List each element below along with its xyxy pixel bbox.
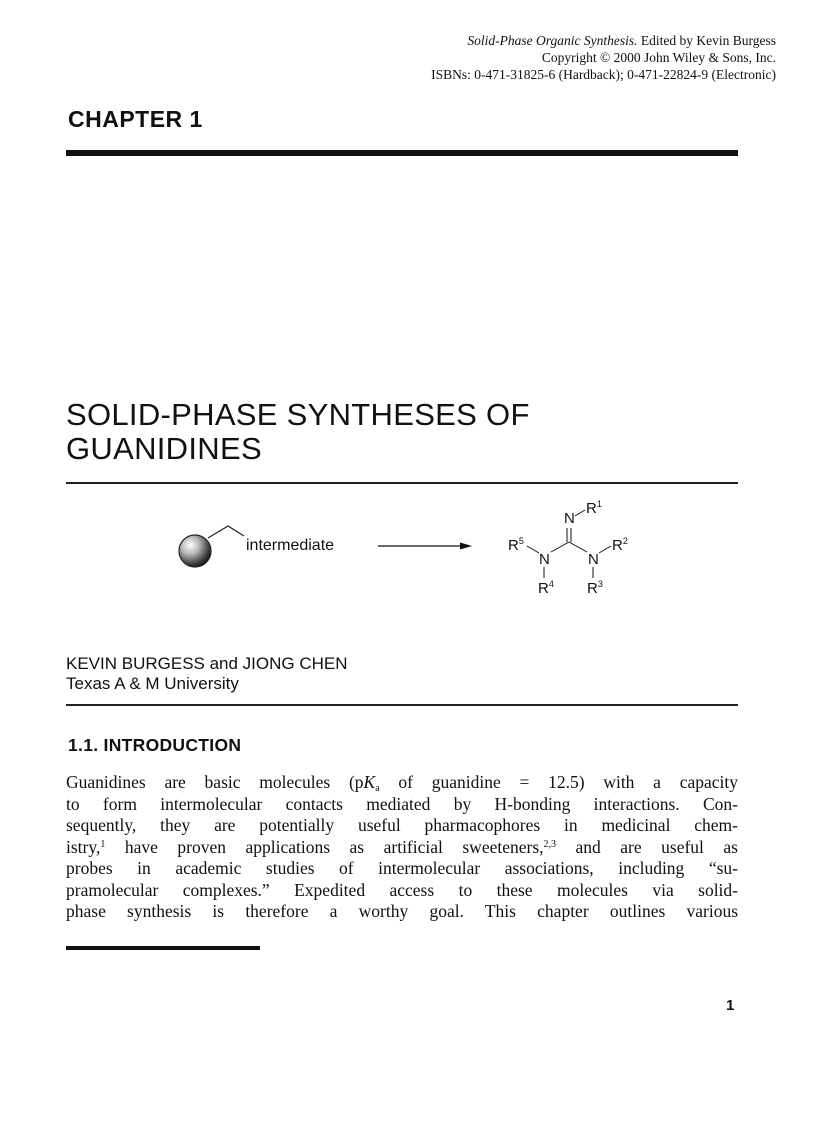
chapter-label: CHAPTER 1: [68, 106, 203, 132]
atom-n-top: N: [564, 510, 575, 527]
book-title: Solid-Phase Organic Synthesis.: [467, 33, 638, 48]
chapter-title-line-2: GUANIDINES: [66, 431, 262, 466]
resin-bead-icon: [179, 535, 211, 567]
reaction-scheme: [160, 492, 660, 617]
publication-line-1: [431, 32, 776, 49]
footnote-rule: [66, 946, 260, 950]
copyright-line: Copyright © 2000 John Wiley & Sons, Inc.: [541, 50, 776, 65]
reaction-arrow-head: [460, 543, 472, 550]
bond-c-n-right: [569, 542, 587, 552]
paragraph-line-6: pramolecular complexes.” Expedited access to these molecules via solid-: [66, 879, 738, 900]
chapter-title: [66, 398, 530, 466]
publication-info: [431, 32, 776, 83]
linker-bond: [208, 526, 244, 538]
reference-1: 1: [100, 838, 106, 850]
chapter-rule: [66, 150, 738, 156]
intro-paragraph: [66, 772, 738, 923]
paragraph-line-4: istry,$^1$ have proven applications as artificial sweeteners,$^{2,3}$ and are useful as: [66, 836, 738, 857]
atom-n-right: N: [588, 551, 599, 568]
substituent-r4: $R^4$: [538, 579, 554, 597]
bond-n-r2: [599, 546, 611, 553]
editor-credit: Edited by Kevin Burgess: [640, 33, 776, 48]
guanidine-structure: [508, 499, 628, 597]
reference-2-3: 2,3: [543, 838, 557, 850]
substituent-r1: $R^1$: [586, 499, 602, 517]
paragraph-line-2: to form intermolecular contacts mediated by H-bonding interactions. Con-: [66, 793, 738, 814]
paragraph-line-7: phase synthesis is therefore a worthy goal. This chapter outlines various: [66, 901, 738, 921]
substituent-r3: $R^3$: [587, 579, 603, 597]
paragraph-line-1: Guanidines are basic molecules ($pK_a$ of guanidine = 12.5) with a capacity: [66, 772, 738, 794]
substituent-r2: $R^2$: [612, 536, 628, 554]
chapter-title-line-1: SOLID-PHASE SYNTHESES OF: [66, 397, 530, 432]
intermediate-label: intermediate: [246, 537, 335, 554]
page-number: 1: [726, 997, 735, 1014]
author-rule: [66, 704, 738, 706]
bond-n-r1: [575, 510, 585, 516]
author-affiliation: Texas A & M University: [66, 674, 239, 693]
isbn-line: ISBNs: 0-471-31825-6 (Hardback); 0-471-22824-9 (Electronic): [431, 67, 776, 82]
section-heading: 1.1. INTRODUCTION: [68, 735, 242, 755]
atom-n-left: N: [539, 551, 550, 568]
bond-c-n-left: [551, 542, 569, 552]
bond-r5-n: [527, 546, 539, 553]
title-rule: [66, 482, 738, 484]
author-names: KEVIN BURGESS and JIONG CHEN: [66, 654, 348, 673]
paragraph-line-3: sequently, they are potentially useful pharmacophores in medicinal chem-: [66, 815, 738, 835]
paragraph-line-5: probes in academic studies of intermolecular associations, including “su-: [66, 858, 738, 878]
substituent-r5: $R^5$: [508, 536, 524, 554]
author-block: [66, 654, 348, 694]
